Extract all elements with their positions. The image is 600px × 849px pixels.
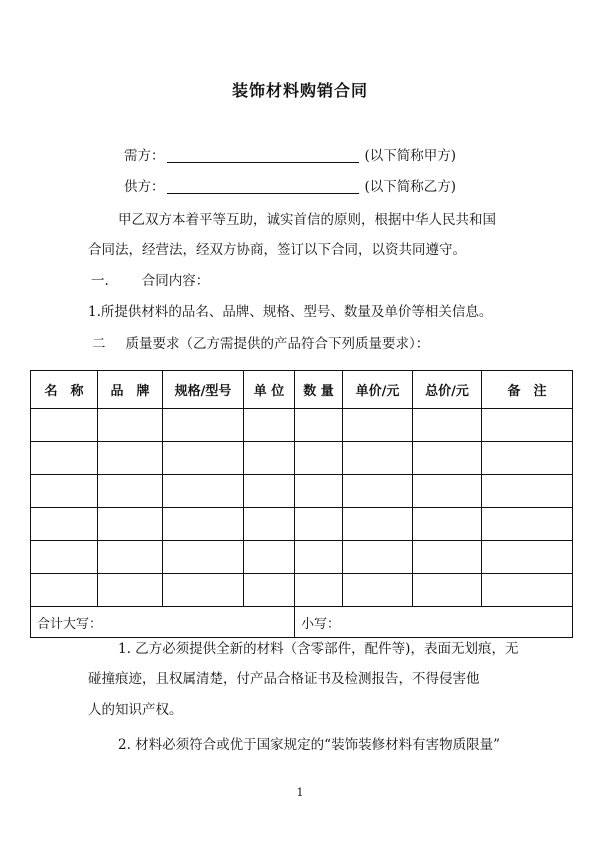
table-cell xyxy=(295,541,343,574)
buyer-line xyxy=(124,144,456,164)
table-cell xyxy=(98,409,163,442)
table-cell xyxy=(482,574,573,607)
intro-line-2: 合同法，经营法，经双方协商，签订以下合同，以资共同遵守。 xyxy=(88,242,466,258)
document-title: 装饰材料购销合同 xyxy=(231,81,368,100)
table-cell xyxy=(482,475,573,508)
page-number: 1 xyxy=(296,786,304,799)
table-cell xyxy=(482,409,573,442)
table-cell xyxy=(295,409,343,442)
requirement-1-line-3: 人的知识产权。 xyxy=(88,702,183,718)
section-2-heading xyxy=(92,332,429,352)
section-2-title: 质量要求（乙方需提供的产品符合下列质量要求）： xyxy=(125,336,430,352)
table-cell xyxy=(482,442,573,475)
product-table xyxy=(30,370,573,638)
buyer-note: (以下简称甲方) xyxy=(364,148,457,164)
table-cell xyxy=(343,409,413,442)
seller-line xyxy=(124,175,456,195)
table-cell xyxy=(343,574,413,607)
table-cell xyxy=(244,442,295,475)
table-cell xyxy=(31,541,98,574)
header-name: 名 称 xyxy=(31,371,98,409)
table-cell xyxy=(31,442,98,475)
table-cell xyxy=(295,475,343,508)
total-lower-cell: 小写： xyxy=(295,607,573,638)
seller-blank xyxy=(167,178,359,194)
table-cell xyxy=(244,574,295,607)
seller-note: (以下简称乙方) xyxy=(364,179,457,195)
table-cell xyxy=(163,442,244,475)
table-cell xyxy=(31,409,98,442)
table-cell xyxy=(295,574,343,607)
table-cell xyxy=(31,475,98,508)
table-cell xyxy=(98,508,163,541)
table-cell xyxy=(31,574,98,607)
header-spec: 规格/型号 xyxy=(163,371,244,409)
table-row xyxy=(31,442,573,475)
table-row xyxy=(31,409,573,442)
table-row xyxy=(31,574,573,607)
table-cell xyxy=(163,541,244,574)
seller-label: 供方： xyxy=(124,179,165,195)
table-cell xyxy=(413,541,482,574)
table-cell xyxy=(482,508,573,541)
header-unit: 单 位 xyxy=(244,371,295,409)
table-cell xyxy=(295,508,343,541)
table-cell xyxy=(413,442,482,475)
header-brand: 品 牌 xyxy=(98,371,163,409)
table-cell xyxy=(98,475,163,508)
section-1-heading xyxy=(91,269,209,289)
table-cell xyxy=(98,442,163,475)
table-cell xyxy=(163,409,244,442)
table-row xyxy=(31,541,573,574)
table-cell xyxy=(31,508,98,541)
table-cell xyxy=(413,574,482,607)
table-row xyxy=(31,475,573,508)
table-cell xyxy=(98,541,163,574)
table-row xyxy=(31,508,573,541)
table-cell xyxy=(343,475,413,508)
header-remarks: 备 注 xyxy=(482,371,573,409)
table-cell xyxy=(98,574,163,607)
header-total-price: 总价/元 xyxy=(413,371,482,409)
table-cell xyxy=(244,541,295,574)
intro-line-1: 甲乙双方本着平等互助，诚实首信的原则，根据中华人民共和国 xyxy=(118,212,496,228)
header-unit-price: 单价/元 xyxy=(343,371,413,409)
total-upper-cell: 合计大写： xyxy=(31,607,295,638)
table-cell xyxy=(163,475,244,508)
table-cell xyxy=(244,475,295,508)
table-cell xyxy=(295,442,343,475)
item-1: 1.所提供材料的品名、品牌、规格、型号、数量及单价等相关信息。 xyxy=(88,304,493,320)
section-2-number: 二 xyxy=(92,336,106,352)
section-1-title: 合同内容： xyxy=(141,273,210,289)
requirement-1-line-1: 1. 乙方必须提供全新的材料（含零部件，配件等)，表面无划痕，无 xyxy=(118,641,519,657)
section-1-number: 一. xyxy=(91,273,109,289)
buyer-blank xyxy=(167,147,359,163)
table-cell xyxy=(413,409,482,442)
table-cell xyxy=(244,508,295,541)
requirement-1-line-2: 碰撞痕迹，且权属清楚，付产品合格证书及检测报告，不得侵害他 xyxy=(88,671,480,687)
table-cell xyxy=(413,508,482,541)
table-cell xyxy=(413,475,482,508)
header-quantity: 数 量 xyxy=(295,371,343,409)
buyer-label: 需方： xyxy=(124,148,165,164)
requirement-2-line-1: 2. 材料必须符合或优于国家规定的“装饰装修材料有害物质限量” xyxy=(118,737,500,753)
table-cell xyxy=(163,574,244,607)
table-cell xyxy=(343,541,413,574)
table-total-row xyxy=(31,607,573,638)
table-cell xyxy=(343,442,413,475)
table-cell xyxy=(244,409,295,442)
table-cell xyxy=(482,541,573,574)
table-cell xyxy=(163,508,244,541)
table-header-row xyxy=(31,371,573,409)
table-cell xyxy=(343,508,413,541)
